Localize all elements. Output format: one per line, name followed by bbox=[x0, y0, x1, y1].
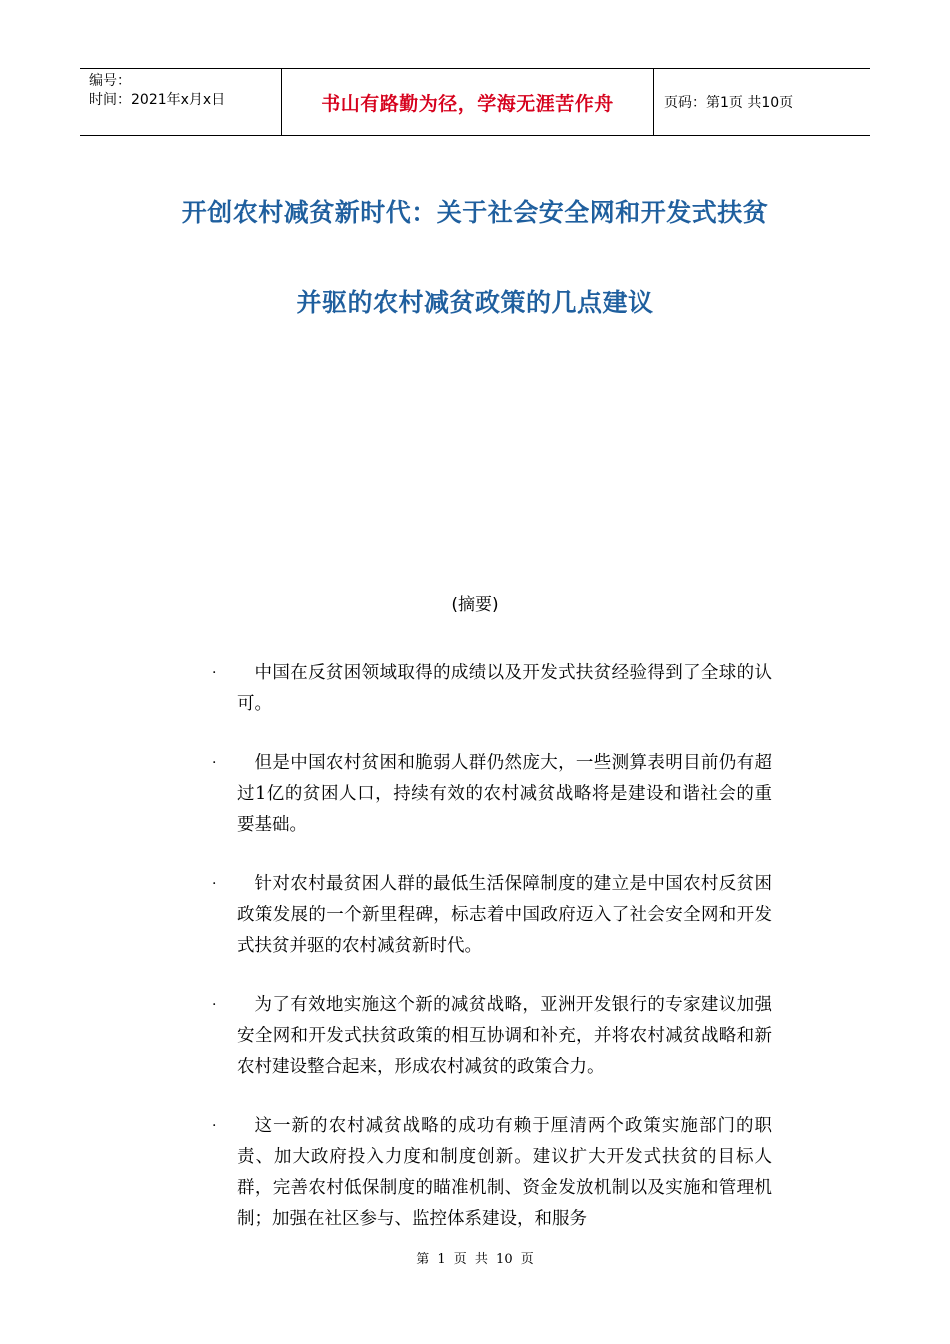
bullet-text: 但是中国农村贫困和脆弱人群仍然庞大，一些测算表明目前仍有超过1亿的贫困人口，持续有效的农村减贫战略将是建设和谐社会的重要基础。 bbox=[237, 753, 772, 835]
document-title-line-2: 并驱的农村减贫政策的几点建议 bbox=[296, 288, 654, 317]
abstract-heading: (摘要) bbox=[451, 595, 499, 615]
page-footer: 第 1 页 共 10 页 bbox=[416, 1252, 534, 1267]
header-meta-cell bbox=[80, 69, 282, 135]
document-title-line-1: 开创农村减贫新时代：关于社会安全网和开发式扶贫 bbox=[181, 198, 769, 227]
bullet-marker: · bbox=[212, 876, 217, 892]
bullet-item bbox=[212, 658, 772, 720]
header-motto-cell bbox=[282, 69, 654, 135]
bullet-marker: · bbox=[212, 997, 217, 1013]
bullet-item bbox=[212, 869, 772, 962]
abstract-bullet-list bbox=[212, 658, 772, 1263]
bullet-marker: · bbox=[212, 665, 217, 681]
bullet-item bbox=[212, 990, 772, 1083]
bullet-item bbox=[212, 748, 772, 841]
header-page-cell bbox=[654, 69, 870, 135]
bullet-marker: · bbox=[212, 1118, 217, 1134]
bullet-text: 为了有效地实施这个新的减贫战略，亚洲开发银行的专家建议加强安全网和开发式扶贫政策的相互协调和补充，并将农村减贫战略和新农村建设整合起来，形成农村减贫的政策合力。 bbox=[237, 995, 772, 1077]
number-label: 编号： bbox=[89, 73, 131, 89]
motto-text: 书山有路勤为径，学海无涯苦作舟 bbox=[321, 92, 614, 115]
page-header-table bbox=[80, 68, 870, 136]
bullet-item bbox=[212, 1111, 772, 1235]
bullet-text: 这一新的农村减贫战略的成功有赖于厘清两个政策实施部门的职责、加大政府投入力度和制度创新。建议扩大开发式扶贫的目标人群，完善农村低保制度的瞄准机制、资金发放机制以及实施和管理机制；加强在社区参与、监控体系建设，和服务 bbox=[237, 1116, 772, 1229]
bullet-marker: · bbox=[212, 755, 217, 771]
bullet-text: 针对农村最贫困人群的最低生活保障制度的建立是中国农村反贫困政策发展的一个新里程碑，标志着中国政府迈入了社会安全网和开发式扶贫并驱的农村减贫新时代。 bbox=[237, 874, 772, 956]
date-label: 时间：2021年x月x日 bbox=[89, 92, 226, 108]
bullet-text: 中国在反贫困领域取得的成绩以及开发式扶贫经验得到了全球的认可。 bbox=[237, 663, 772, 714]
page-info: 页码：第1页 共10页 bbox=[664, 95, 794, 111]
